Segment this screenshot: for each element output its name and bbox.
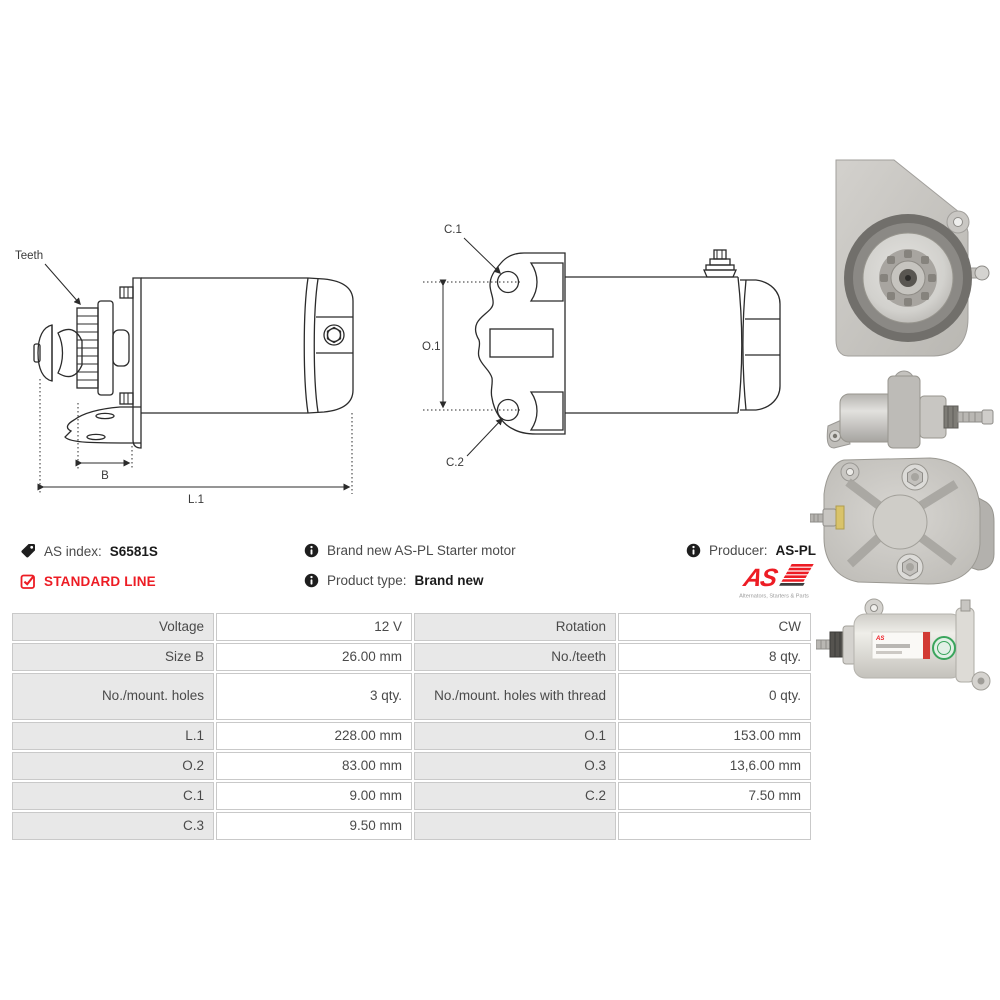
spec-label-cell: C.2 [414,782,616,810]
info-icon [304,543,319,558]
product-type-value: Brand new [414,573,484,588]
spec-row [12,722,811,750]
spec-value-cell: 83.00 mm [216,752,412,780]
tag-icon [20,543,36,559]
info-icon [304,573,319,588]
spec-label-cell: L.1 [12,722,214,750]
dim-o1-label: O.1 [422,341,441,353]
spec-label-cell: O.2 [12,752,214,780]
spec-value-cell: 3 qty. [216,673,412,720]
product-photo-drive-end-front [818,150,998,368]
standard-line-field [20,573,156,589]
c1-pointer-arrow [464,238,500,273]
spec-label-cell: Voltage [12,613,214,641]
product-type-field [304,573,484,588]
spec-value-cell: 8 qty. [618,643,811,671]
spec-row [12,812,811,840]
spec-value-cell: 9.50 mm [216,812,412,840]
spec-table [10,611,813,842]
spec-value-cell: 9.00 mm [216,782,412,810]
drawing-flange-outline [476,253,565,434]
dim-b-label: B [101,470,109,482]
brand-new-text: Brand new AS-PL Starter motor [327,543,516,558]
as-index-value: S6581S [109,543,158,559]
dim-c1-label: C.1 [444,224,462,236]
spec-label-cell: Rotation [414,613,616,641]
spec-value-cell: CW [618,613,811,641]
as-index-label: AS index: [44,543,102,559]
spec-value-cell: 0 qty. [618,673,811,720]
svg-text:AS: AS [876,636,885,642]
checkbox-checked-icon [20,573,36,589]
teeth-label: Teeth [15,250,44,262]
spec-row [12,643,811,671]
c2-pointer-arrow [467,419,502,456]
product-photo-starter-labeled [816,592,998,704]
product-photo-end-housing [810,452,996,592]
spec-row [12,613,811,641]
producer-value: AS-PL [775,543,817,558]
spec-row [12,782,811,810]
as-index-field [20,543,158,559]
spec-label-cell: C.1 [12,782,214,810]
spec-value-cell: 228.00 mm [216,722,412,750]
producer-field [686,543,816,558]
teeth-pointer-arrow [45,264,80,304]
spec-value-cell: 153.00 mm [618,722,811,750]
dim-c2-label: C.2 [446,457,464,469]
spec-row [12,752,811,780]
standard-line-label: STANDARD LINE [44,573,156,589]
brand-new-field [304,543,516,558]
diagram-starter-side-view [2,243,364,515]
info-icon [686,543,701,558]
diagram-mounting-flange-view [420,198,800,476]
spec-label-cell: O.3 [414,752,616,780]
logo-text: AS [741,564,779,592]
spec-label-cell: C.3 [12,812,214,840]
dim-l1-label: L.1 [188,494,204,506]
spec-value-cell: 13,6.00 mm [618,752,811,780]
spec-value-cell: 12 V [216,613,412,641]
spec-value-cell [618,812,811,840]
qc-stamp [933,637,955,659]
spec-label-cell: Size B [12,643,214,671]
producer-label: Producer: [709,543,768,558]
spec-label-cell [414,812,616,840]
product-photo-starter-side-small [824,368,996,456]
product-type-label: Product type: [327,573,407,588]
spec-label-cell: No./mount. holes [12,673,214,720]
logo-tagline: Alternators, Starters & Parts [739,593,809,600]
spec-value-cell: 7.50 mm [618,782,811,810]
spec-row [12,673,811,720]
spec-label-cell: No./teeth [414,643,616,671]
spec-value-cell: 26.00 mm [216,643,412,671]
drawing-terminal [704,270,736,277]
spec-label-cell: O.1 [414,722,616,750]
spec-label-cell: No./mount. holes with thread [414,673,616,720]
as-pl-logo [732,560,816,602]
